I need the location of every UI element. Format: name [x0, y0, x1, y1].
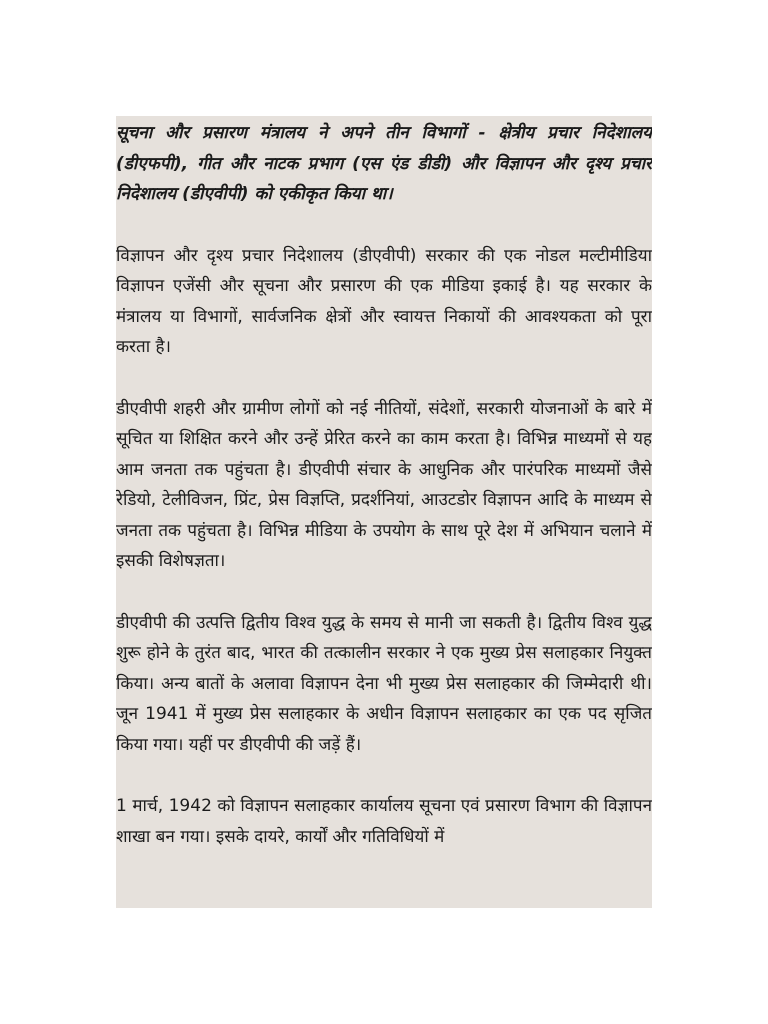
- paragraph-intro: सूचना और प्रसारण मंत्रालय ने अपने तीन विभागों - क्षेत्रीय प्रचार निदेशालय (डीएफपी), गीत और नाटक प्रभाग (एस एंड डीडी) और विज्ञापन और दृश्य प्रचार निदेशालय (डीएवीपी) को एकीकृत किया था।: [116, 123, 652, 204]
- paragraph-davp-definition: विज्ञापन और दृश्य प्रचार निदेशालय (डीएवीपी) सरकार की एक नोडल मल्टीमीडिया विज्ञापन एजेंसी और सूचना और प्रसारण की एक मीडिया इकाई है। यह सरकार के मंत्रालय या विभागों, सार्वजनिक क्षेत्रों और स्वायत्त निकायों की आवश्यकता को पूरा करता है।: [116, 245, 652, 357]
- paragraph-davp-role: डीएवीपी शहरी और ग्रामीण लोगों को नई नीतियों, संदेशों, सरकारी योजनाओं के बारे में सूचित या शिक्षित करने और उन्हें प्रेरित करने का काम करता है। विभिन्न माध्यमों से यह आम जनता तक पहुंचता है। डीएवीपी संचार के आधुनिक और पारंपरिक माध्यमों जैसे रेडियो, टेलीविजन, प्रिंट, प्रेस विज्ञप्ति, प्रदर्शनियां, आउटडोर विज्ञापन आदि के माध्यम से जनता तक पहुंचता है। विभिन्न मीडिया के उपयोग के साथ पूरे देश में अभियान चलाने में इसकी विशेषज्ञता।: [116, 398, 652, 571]
- document-body: [116, 116, 652, 852]
- document-text-block: [116, 116, 652, 908]
- paragraph-davp-origin: डीएवीपी की उत्पत्ति द्वितीय विश्व युद्ध के समय से मानी जा सकती है। द्वितीय विश्व युद्ध शुरू होने के तुरंत बाद, भारत की तत्कालीन सरकार ने एक मुख्य प्रेस सलाहकार नियुक्त किया। अन्य बातों के अलावा विज्ञापन देना भी मुख्य प्रेस सलाहकार की जिम्मेदारी थी। जून 1941 में मुख्य प्रेस सलाहकार के अधीन विज्ञापन सलाहकार का एक पद सृजित किया गया। यहीं पर डीएवीपी की जड़ें हैं।: [116, 612, 652, 755]
- paragraph-davp-1942: 1 मार्च, 1942 को विज्ञापन सलाहकार कार्यालय सूचना एवं प्रसारण विभाग की विज्ञापन शाखा बन गया। इसके दायरे, कार्यों और गतिविधियों में: [116, 796, 652, 847]
